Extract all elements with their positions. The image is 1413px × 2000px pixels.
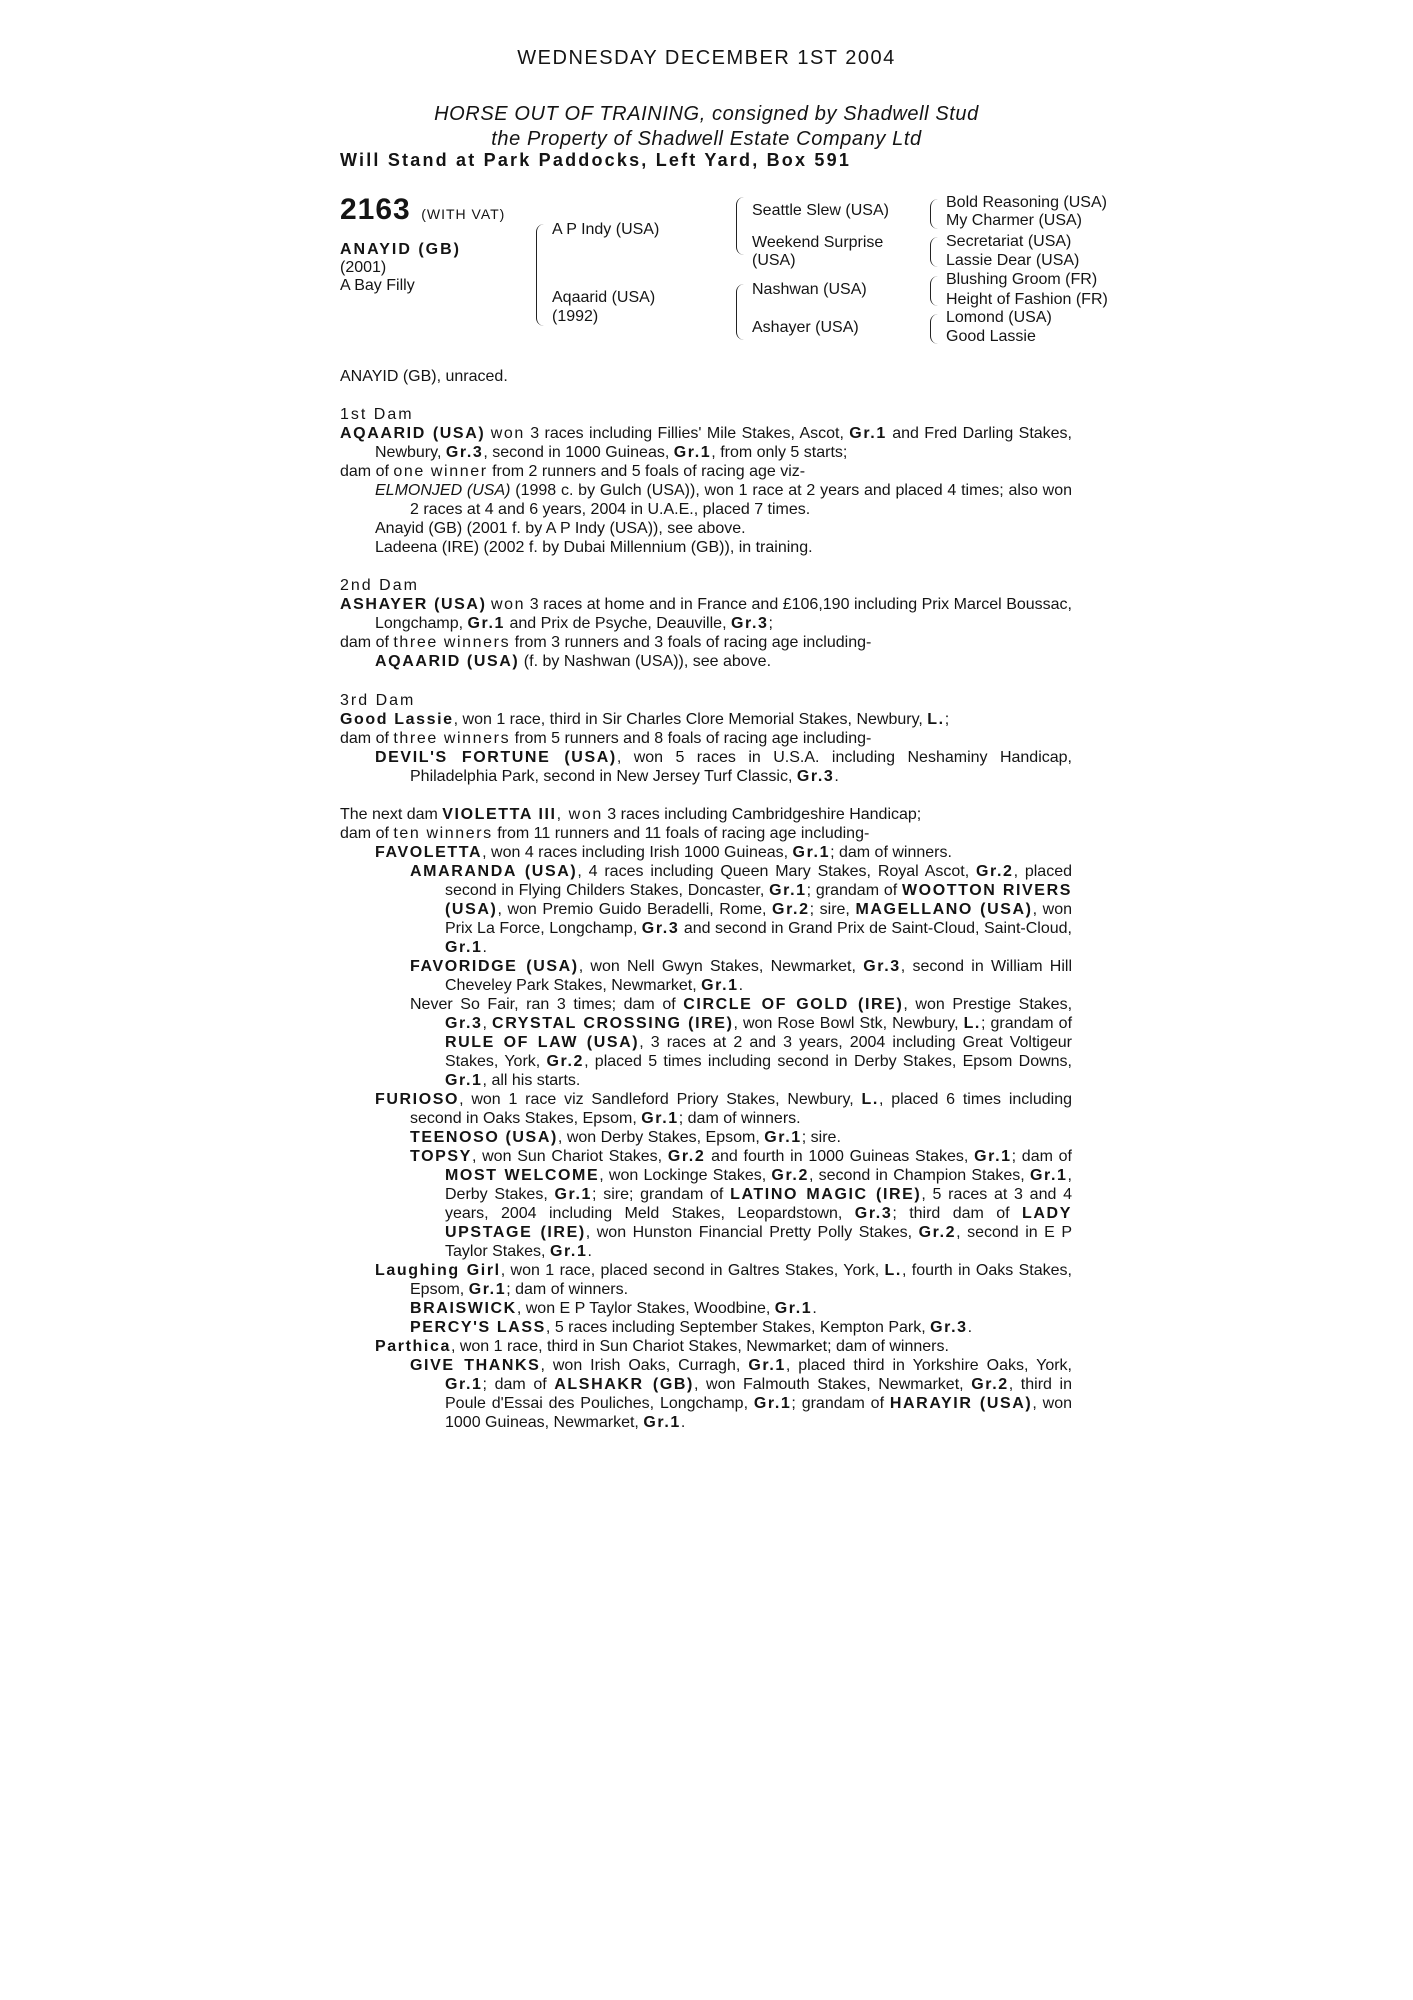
next-dam-produce: dam of ten winners from 11 runners and 11 foals of racing age including- bbox=[340, 825, 870, 842]
sire-dam-sire: Secretariat (USA) bbox=[946, 233, 1072, 250]
produce-laughing-girl: Laughing Girl, won 1 race, placed second in Galtres Stakes, York, L., fourth in Oaks Stakes, Epsom, Gr.1; dam of winners. bbox=[375, 1262, 1072, 1298]
sire-dam-line2: (USA) bbox=[752, 252, 796, 269]
produce-favoletta: FAVOLETTA, won 4 races including Irish 1000 Guineas, Gr.1; dam of winners. bbox=[375, 844, 952, 861]
produce-anayid: Anayid (GB) (2001 f. by A P Indy (USA)), see above. bbox=[375, 520, 746, 537]
stand-location: Will Stand at Park Paddocks, Left Yard, Box 591 bbox=[340, 150, 852, 170]
horse-year: (2001) bbox=[340, 259, 387, 276]
sire-sire: Seattle Slew (USA) bbox=[752, 202, 889, 219]
sire-dam-dam: Lassie Dear (USA) bbox=[946, 252, 1080, 269]
second-dam-record: ASHAYER (USA) won 3 races at home and in France and £106,190 including Prix Marcel Boussac, Longchamp, Gr.1 and Prix de Psyche, Deauville, Gr.3; bbox=[340, 596, 1073, 632]
produce-parthica: Parthica, won 1 race, third in Sun Chariot Stakes, Newmarket; dam of winners. bbox=[375, 1338, 949, 1355]
lot-header bbox=[340, 193, 505, 227]
horse-info bbox=[340, 241, 461, 295]
produce-teenoso: TEENOSO (USA), won Derby Stakes, Epsom, Gr.1; sire. bbox=[410, 1129, 841, 1146]
brace-ds bbox=[930, 276, 938, 306]
consignor-line: HORSE OUT OF TRAINING, consigned by Shadwell Stud bbox=[434, 103, 979, 125]
lot-number: 2163 bbox=[340, 193, 411, 226]
dam-dam-sire: Lomond (USA) bbox=[946, 309, 1052, 326]
brace-dam bbox=[736, 284, 745, 340]
horse-description: A Bay Filly bbox=[340, 277, 415, 294]
sire-dam-line1: Weekend Surprise bbox=[752, 234, 884, 251]
produce-devils-fortune: DEVIL'S FORTUNE (USA), won 5 races in U.S.A. including Neshaminy Handicap, Philadelphia Park, second in New Jersey Turf Classic, Gr.3. bbox=[375, 749, 1072, 785]
third-dam-title: 3rd Dam bbox=[340, 692, 416, 709]
dam-sire-sire: Blushing Groom (FR) bbox=[946, 271, 1098, 288]
dam-sire: Nashwan (USA) bbox=[752, 281, 867, 298]
produce-braiswick: BRAISWICK, won E P Taylor Stakes, Woodbine, Gr.1. bbox=[410, 1300, 817, 1317]
first-dam-record: AQAARID (USA) won 3 races including Fillies' Mile Stakes, Ascot, Gr.1 and Fred Darling Stakes, Newbury, Gr.3, second in 1000 Guineas, Gr.1, from only 5 starts; bbox=[340, 425, 1073, 461]
sire: A P Indy (USA) bbox=[552, 221, 660, 238]
sale-date: WEDNESDAY DECEMBER 1ST 2004 bbox=[517, 47, 896, 69]
third-dam-section bbox=[340, 691, 1072, 786]
third-dam-produce: dam of three winners from 5 runners and 8 foals of racing age including- bbox=[340, 730, 872, 747]
next-dam-record: The next dam VIOLETTA III, won 3 races including Cambridgeshire Handicap; bbox=[340, 806, 922, 823]
first-dam-section bbox=[340, 405, 1072, 557]
produce-aqaarid: AQAARID (USA) (f. by Nashwan (USA)), see above. bbox=[375, 653, 772, 670]
second-dam-produce: dam of three winners from 3 runners and 3 foals of racing age including- bbox=[340, 634, 872, 651]
horse-name: ANAYID (GB) bbox=[340, 241, 461, 258]
next-dam-section bbox=[340, 805, 1072, 1432]
vat-note: (WITH VAT) bbox=[421, 206, 506, 222]
brace-dd bbox=[930, 314, 938, 344]
first-dam-title: 1st Dam bbox=[340, 406, 414, 423]
third-dam-record: Good Lassie, won 1 race, third in Sir Charles Clore Memorial Stakes, Newbury, L.; bbox=[340, 711, 950, 728]
produce-furioso: FURIOSO, won 1 race viz Sandleford Priory Stakes, Newbury, L., placed 6 times including second in Oaks Stakes, Epsom, Gr.1; dam of winners. bbox=[375, 1091, 1072, 1127]
produce-favoridge: FAVORIDGE (USA), won Nell Gwyn Stakes, Newmarket, Gr.3, second in William Hill Cheveley Park Stakes, Newmarket, Gr.1. bbox=[410, 958, 1072, 994]
brace-sd bbox=[930, 237, 938, 267]
produce-give-thanks: GIVE THANKS, won Irish Oaks, Curragh, Gr.1, placed third in Yorkshire Oaks, York, Gr.1; dam of ALSHAKR (GB), won Falmouth Stakes, Newmarket, Gr.2, third in Poule d'Essai des Pouliches, Longchamp, Gr.1; grandam of HARAYIR (USA), won 1000 Guineas, Newmarket, Gr.1. bbox=[410, 1357, 1072, 1431]
produce-ladeena: Ladeena (IRE) (2002 f. by Dubai Millennium (GB)), in training. bbox=[375, 539, 813, 556]
dam-sire-dam: Height of Fashion (FR) bbox=[946, 291, 1108, 308]
first-dam-produce: dam of one winner from 2 runners and 5 foals of racing age viz- bbox=[340, 463, 806, 480]
produce-topsy: TOPSY, won Sun Chariot Stakes, Gr.2 and fourth in 1000 Guineas Stakes, Gr.1; dam of MOST WELCOME, won Lockinge Stakes, Gr.2, second in Champion Stakes, Gr.1, Derby Stakes, Gr.1; sire; grandam of LATINO MAGIC (IRE), 5 races at 3 and 4 years, 2004 including Meld Stakes, Leopardstown, Gr.3; third dam of LADY UPSTAGE (IRE), won Hunston Financial Pretty Polly Stakes, Gr.2, second in E P Taylor Stakes, Gr.1. bbox=[410, 1148, 1072, 1260]
brace-gen1 bbox=[536, 224, 545, 326]
dam-dam: Ashayer (USA) bbox=[752, 319, 859, 336]
dam: Aqaarid (USA) bbox=[552, 289, 656, 306]
produce-elmonjed: ELMONJED (USA) (1998 c. by Gulch (USA)), won 1 race at 2 years and placed 4 times; also won 2 races at 4 and 6 years, 2004 in U.A.E., placed 7 times. bbox=[375, 482, 1072, 518]
dam-dam-dam: Good Lassie bbox=[946, 328, 1036, 345]
racing-record: ANAYID (GB), unraced. bbox=[340, 368, 508, 385]
property-line: the Property of Shadwell Estate Company Ltd bbox=[491, 128, 922, 150]
produce-percys-lass: PERCY'S LASS, 5 races including September Stakes, Kempton Park, Gr.3. bbox=[410, 1319, 973, 1336]
second-dam-section bbox=[340, 576, 1072, 671]
sire-sire-dam: My Charmer (USA) bbox=[946, 212, 1083, 229]
sire-sire-sire: Bold Reasoning (USA) bbox=[946, 194, 1107, 211]
second-dam-title: 2nd Dam bbox=[340, 577, 419, 594]
produce-never-so-fair: Never So Fair, ran 3 times; dam of CIRCLE OF GOLD (IRE), won Prestige Stakes, Gr.3, CRYSTAL CROSSING (IRE), won Rose Bowl Stk, Newbury, L.; grandam of RULE OF LAW (USA), 3 races at 2 and 3 years, 2004 including Great Voltigeur Stakes, York, Gr.2, placed 5 times including second in Derby Stakes, Epsom Downs, Gr.1, all his starts. bbox=[410, 996, 1073, 1089]
dam-year: (1992) bbox=[552, 308, 599, 325]
produce-amaranda: AMARANDA (USA), 4 races including Queen Mary Stakes, Royal Ascot, Gr.2, placed second in Flying Childers Stakes, Doncaster, Gr.1; grandam of WOOTTON RIVERS (USA), won Premio Guido Beradelli, Rome, Gr.2; sire, MAGELLANO (USA), won Prix La Force, Longchamp, Gr.3 and second in Grand Prix de Saint-Cloud, Saint-Cloud, Gr.1. bbox=[410, 863, 1073, 956]
brace-ss bbox=[930, 199, 938, 229]
brace-sire bbox=[736, 197, 745, 255]
